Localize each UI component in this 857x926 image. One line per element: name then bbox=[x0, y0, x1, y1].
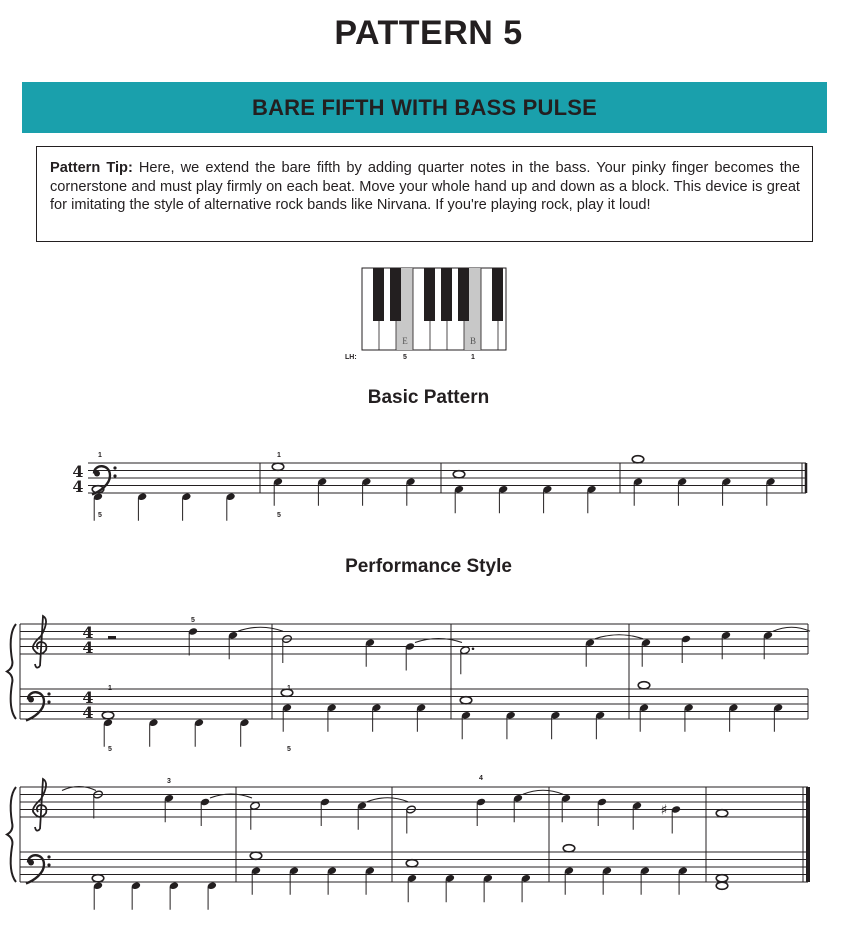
music-scores bbox=[7, 452, 810, 910]
bass-clef-dot bbox=[47, 692, 50, 695]
fingering-number: 5 bbox=[287, 746, 291, 753]
key-label-e: E bbox=[402, 336, 408, 346]
hand-label: LH: bbox=[345, 354, 357, 361]
key-label-b: B bbox=[469, 336, 477, 346]
page-title: PATTERN 5 bbox=[334, 14, 523, 52]
tie bbox=[238, 627, 283, 631]
whole-note bbox=[272, 463, 284, 470]
fingering-number: 5 bbox=[108, 746, 112, 753]
tip-body: Here, we extend the bare fifth by adding quarter notes in the bass. Your pinky finger becomes the cornerstone and must play firmly on each beat. Move your whole hand up and down as a block. This device is great for imitating the style of alternative rock bands like Nirvana. If you're playing rock, play it loud! bbox=[50, 160, 800, 213]
bass-clef-dot bbox=[47, 855, 50, 858]
basic-pattern-heading: Basic Pattern bbox=[367, 387, 490, 408]
fingering-number: 5 bbox=[277, 512, 281, 519]
bass-clef-dot bbox=[47, 863, 50, 866]
whole-note bbox=[632, 456, 644, 463]
tie bbox=[523, 790, 563, 794]
fingering-number: 3 bbox=[167, 778, 171, 785]
time-signature-bottom: 4 bbox=[72, 477, 84, 496]
fingering-number: 5 bbox=[98, 512, 102, 519]
bass-clef-dot bbox=[47, 700, 50, 703]
tie bbox=[773, 627, 810, 631]
whole-note bbox=[716, 810, 728, 817]
whole-note bbox=[453, 471, 465, 478]
tip-label: Pattern Tip: bbox=[50, 160, 133, 176]
grand-staff-brace bbox=[7, 787, 16, 882]
time-signature-top: 4 bbox=[82, 688, 94, 707]
whole-note bbox=[92, 875, 104, 882]
whole-note bbox=[406, 860, 418, 867]
fingering-number: 1 bbox=[98, 452, 102, 459]
sharp-sign: ♯ bbox=[660, 802, 668, 819]
tie bbox=[367, 798, 408, 802]
whole-note bbox=[638, 682, 650, 689]
time-signature-bottom: 4 bbox=[82, 703, 94, 722]
whole-note bbox=[716, 875, 728, 882]
augmentation-dot bbox=[472, 647, 475, 650]
fingering-number: 1 bbox=[287, 685, 291, 692]
bass-clef-dot bbox=[113, 474, 116, 477]
whole-note bbox=[563, 845, 575, 852]
fingering-number: 1 bbox=[277, 452, 281, 459]
bass-clef-dot bbox=[113, 466, 116, 469]
fingering-number: 4 bbox=[479, 775, 483, 782]
bass-clef-dot bbox=[28, 697, 34, 703]
tie bbox=[595, 635, 643, 639]
whole-note bbox=[716, 882, 728, 889]
time-signature-top: 4 bbox=[72, 462, 84, 481]
keyboard-diagram bbox=[345, 268, 506, 361]
whole-note bbox=[460, 697, 472, 704]
banner-title: BARE FIFTH WITH BASS PULSE bbox=[252, 94, 597, 120]
keyboard-finger-5: 5 bbox=[403, 354, 407, 361]
grand-staff-brace bbox=[7, 624, 16, 719]
fingering-number: 1 bbox=[108, 685, 112, 692]
whole-note bbox=[102, 712, 114, 719]
bass-clef-dot bbox=[28, 860, 34, 866]
time-signature-bottom: 4 bbox=[82, 638, 94, 657]
fingering-number: 5 bbox=[191, 617, 195, 624]
performance-style-heading: Performance Style bbox=[345, 556, 512, 577]
bass-clef-dot bbox=[94, 471, 100, 477]
keyboard-finger-1: 1 bbox=[471, 354, 475, 361]
whole-note bbox=[250, 852, 262, 859]
time-signature-top: 4 bbox=[82, 623, 94, 642]
